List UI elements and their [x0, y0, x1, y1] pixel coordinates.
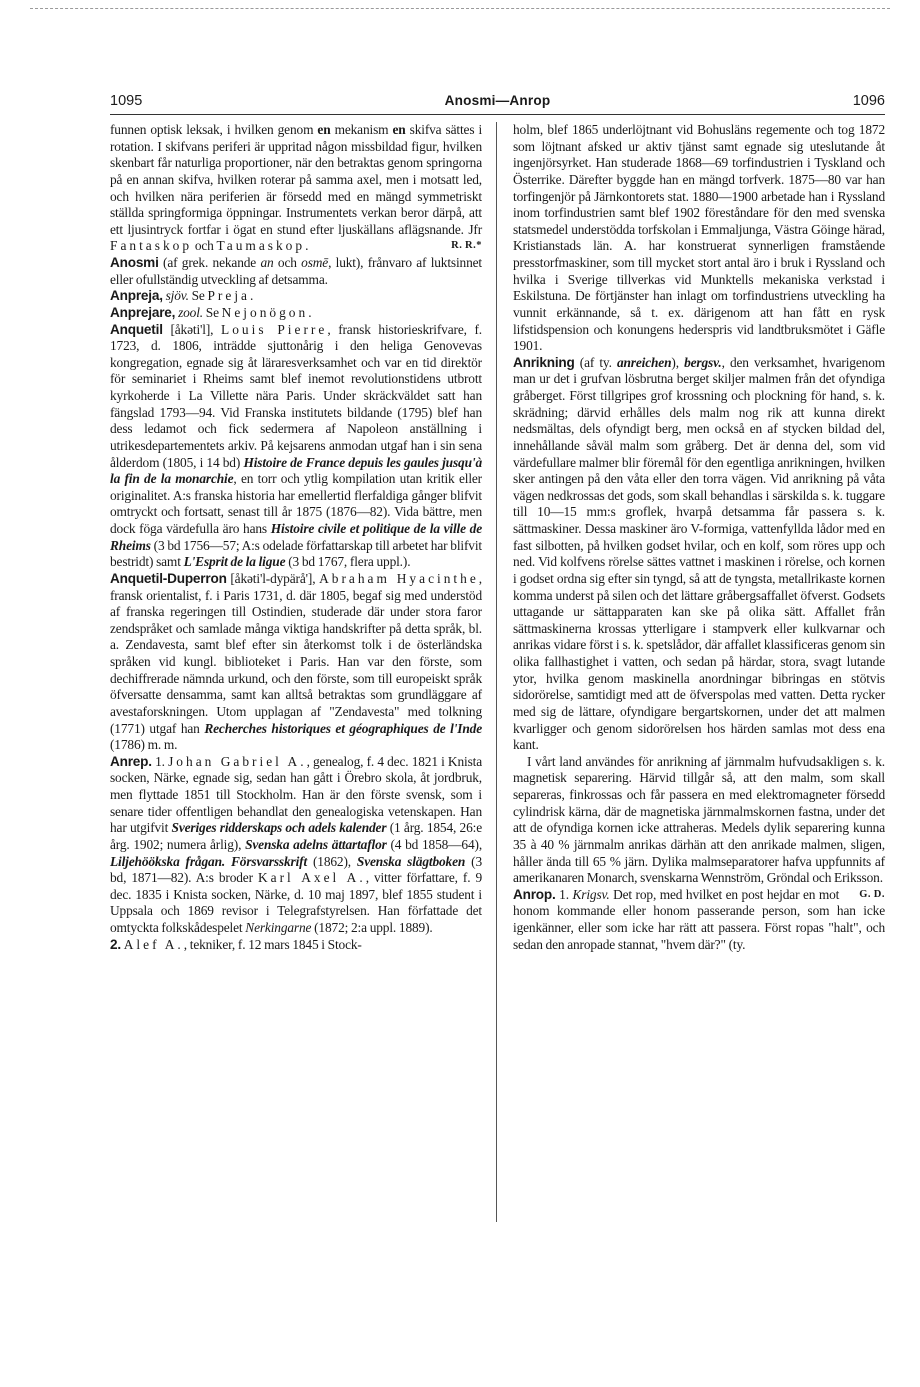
text-run: , fransk historieskrifvare, f. 1723, d. 1806, inträdde sjuttonårig i den heliga Genovevas kongregation, egnade sig åt läraresverksamhet och var en tid direktör för seminariet i Rheims samt blef inemot revolutionstidens utbrott kyrkoherde i La Villette nära Paris. Under skräckväldet satt han fängslad 1793—94. Vid Franska institutets bildande (1795) blef han dess ledamot och fick sedermera af Napoleon anställning i utrikesdepartementets arkiv. På kejsarens anmodan utgaf han i sin sena ålderdom (1805, i 14 bd)	[110, 321, 482, 470]
headword: Anpreja,	[110, 288, 163, 304]
author-signature: R. R.*	[451, 240, 482, 252]
text-run: Nejonögon	[221, 304, 309, 320]
headword: Anprejare,	[110, 304, 176, 320]
text-run: I vårt land användes för anrikning af järnmalm hufvudsakligen s. k. magnetisk separering. Härvid tillgår så, att den malm, som skall separeras, finkrossas och får passera en med elektromagneter försedd cylindrisk kärna, där de magnetiska järnmalmskornen fastna, under det att de ofyndiga kornen icke attraheras. Medels dylik separering kunna 35 à 40 % järnmalm anrikas därhän att den anrikade malmen, sligen, håller ända till 65 % järn. Dylika malmseparatorer hafva uppfunnits af amerikanaren Monarch, svenskarna Wennström, Gröndal och Eriksson.	[513, 753, 885, 886]
text-run: .	[305, 238, 309, 254]
text-run: [åkəti'l],	[162, 321, 222, 337]
author-signature: G. D.	[859, 888, 885, 900]
text-run: 1.	[151, 753, 169, 769]
entry-anprejare	[110, 305, 482, 322]
text-run: Alef A.	[123, 936, 184, 952]
text-run: Abraham Hyacinthe	[319, 570, 479, 586]
text-run: mekanism	[330, 122, 393, 137]
text-run: Svenska adelns ättartaflor	[245, 836, 387, 852]
text-run: , vitter författare, f. 9 dec. 1835 i Knista socken, Närke, d. 10 maj 1897, blef 1855 student i Uppsala och 1869 revisor i Telegrafstyrelsen. Han författade det omtyckta folkskådespelet	[110, 870, 482, 935]
headword: Anrep.	[110, 753, 152, 769]
entry-anrikning	[513, 355, 885, 754]
text-run: funnen optisk leksak, i hvilken genom	[110, 122, 318, 137]
text-run: Se	[188, 288, 208, 304]
text-run: (af grek. nekande	[158, 255, 261, 270]
text-run: (1862),	[307, 853, 357, 869]
headword: Anrikning	[513, 354, 575, 370]
entry-anquetil-duperron	[110, 571, 482, 754]
text-run: skifva sättes i rotation. I skifvans periferi är uppritad någon missbildad figur, hvilken skenbart får naturliga proportioner, när den betraktas genom springorna på en annan skifva, hvilken roterar på samma axel, men i motsatt led, och hvilken nära periferien är försedd med en mängd symmetriskt ställda springformiga öppningar. Instrumentets verkan beror därpå, att ett ljusintryck fortfar i ögat en stund efter ljuskällans aflägsnande. Jfr	[110, 122, 483, 237]
text-run: bergsv.	[684, 354, 722, 370]
text-run: .	[308, 304, 312, 320]
text-run: 1.	[555, 886, 573, 902]
text-run: , genealog, f. 4 dec. 1821 i Knista socken, Närke, egnade sig, sedan han gått i Örebro skola, åt jordbruk, men flyttade 1851 till Stockholm. Han är den förste svensk, som i senare tider offentligen behandlat den genealogiska vetenskapen. Han har utgifvit	[110, 753, 482, 836]
right-column	[513, 122, 885, 953]
text-run: holm, blef 1865 underlöjtnant vid Bohusläns regemente och tog 1872 som löjtnant afsked ur aktiv tjänst samt egnade sig uteslutande åt ingenjörsyrket. Han studerade 1868—69 torfindustrien i Tyskland och Österrike. Därefter byggde han en mängd torfverk. 1875—80 var han torfingenjör på Järnkontorets stat. 1880—1900 arbetade han i Ryssland inom torfindustrien samt blef 1902 föreståndare för den med svenska statsmedel understödda torfskolan i Emmaljunga, Västra Göinge härad, Kristianstads län. A. har konstruerat synnerligen framstående presstorfmaskiner, som till mycket stort antal äro i bruk i Ryssland och hvilka i Sverige tillverkas vid Munktells mekaniska verkstad i Eskilstuna. De förtjänster han inlagt om torfindustriens utveckling ha vunnit erkännande, så t. ex. därigenom att han fått en rysk lifstidspension och konungens hederspris vid landtbruksmötet i Gäfle 1901.	[513, 122, 885, 354]
entry-anpreja	[110, 288, 482, 305]
text-run: Krigsv.	[572, 886, 610, 902]
page-number-right: 1096	[852, 93, 885, 109]
headword: Anosmi	[110, 255, 159, 270]
text-run: Liljehöökska frågan. Försvarsskrift	[110, 853, 308, 869]
entry-anosmi	[110, 255, 482, 288]
text-run: (3 bd 1756—57; A:s odelade författarskap till arbetet har blifvit bestridt) samt	[110, 537, 482, 570]
text-run: Se	[202, 304, 222, 320]
text-run: , fransk orientalist, f. i Paris 1731, d. där 1805, begaf sig med understöd af franska regeringen till Ostindien, studerade där under stora faror zendspråket och samlade många viktiga handskrifter på detta språk, bl. a. Zendavesta, samt blef efter sin återkomst tolk i de österländska språken vid kungl. biblioteket i Paris. Han var den förste, som dechiffrerade nämnda urkund, och den förste, som till europeiskt språk öfversatte densamma, samt kan alltså betraktas som grundläggare af avestaforskningen. Utom upplagan af "Zendavesta" med tolkning (1771) utgaf han	[110, 570, 482, 736]
entry-anrep-2	[110, 937, 482, 954]
text-run: Karl Axel A.	[257, 870, 366, 886]
text-run: sjöv.	[165, 288, 189, 304]
text-run: zool.	[178, 304, 203, 320]
text-run: L'Esprit de la ligue	[183, 554, 286, 570]
text-run: (3 bd, 1871—82). A:s broder	[110, 853, 482, 886]
text-run: (1786) m. m.	[110, 737, 178, 753]
headword: Anquetil-Duperron	[110, 570, 227, 586]
entry-anquetil	[110, 322, 482, 571]
headword: 2.	[110, 936, 121, 952]
text-run: .	[250, 288, 254, 304]
scan-top-edge	[30, 8, 890, 9]
text-run: Louis Pierre	[221, 321, 328, 337]
text-run: och	[273, 255, 302, 270]
text-run: (1872; 2:a uppl. 1889).	[311, 920, 433, 935]
header-rule	[110, 114, 885, 115]
entry-anrop	[513, 887, 885, 954]
running-title: Anosmi—Anrop	[444, 93, 551, 108]
text-run: Fantaskop	[110, 238, 193, 254]
text-run: Sveriges ridderskaps och adels kalender	[171, 820, 387, 836]
text-run: Histoire civile et politique de la ville de Rheims	[110, 521, 482, 553]
text-run: Det rop, med hvilket en post hejdar en mot honom kommande eller honom passerande person, som han icke igenkänner, eller som icke har rätt att passera. Först ropas "halt", och sedan den anropade stannat, "hvem där?" (ty.	[513, 886, 885, 952]
text-run: , tekniker, f. 12 mars 1845 i Stock-	[183, 936, 362, 952]
text-run: en	[317, 122, 331, 137]
text-run: Recherches historiques et géographiques de l'Inde	[204, 720, 483, 736]
text-run: , en torr och ytlig kompilation utan kritik eller originalitet. A:s franska historia har emellertid flerfaldiga gånger blifvit omtryckt och fortsatt, senast till år 1875 (1876—82). Vida bättre, men dock föga värdefulla äro hans	[110, 471, 482, 536]
headword: Anrop.	[513, 886, 556, 902]
text-run: Histoire de France depuis les gaules jusqu'à la fin de la monarchie	[110, 454, 482, 487]
text-run: Johan Gabriel A.	[168, 753, 307, 769]
text-run: Taumaskop	[216, 238, 306, 254]
text-run: anreichen	[616, 354, 672, 370]
text-run: (4 bd 1858—64),	[386, 836, 483, 852]
text-run: Preja	[207, 288, 250, 304]
text-run: (af ty.	[574, 354, 617, 370]
text-run: och	[192, 238, 217, 254]
text-run: an	[260, 255, 274, 270]
entry-anrep-1	[110, 754, 482, 937]
text-run: , den verksamhet, hvarigenom man ur det i grufvan lösbrutna berget skiljer malmen från det ofyndiga gråberget. Först tillgripes grof krossning och plockning för hand, s. k. skrädning; därvid erhålles dels malm nog rik att kunna direkt nedsmältas, dels ofyndigt berg, men också en af stycken bildad del, innehållande såväl malm som gråberg. Det är denna del, som vid värdefullare malmer blir föremål för den egentliga anrikningen, hvilken sker antingen på den våta eller den torra vägen. Vid anrikning på våta vägen nedkrossas det gods, som skall behandlas i särskilda s. k. tuggare till 10—15 mm:s groflek, hvarpå detsamma får passera s. k. sättmaskiner. Dessa maskiner äro V-formiga, vattenfyllda lådor med en fast silbotten, på hvilken godset hvilar, och en kolf, som röres upp och ned. Vid kolfvens rörelse sättes vattnet i maskinen i rörelse, och kornen i godset ordna sig efter sin tyngd, så att de tyngsta, metallrikaste kornen komma underst på silen och det lättare gråbergsaffallet öfverst. Godsets uttagande ur sättapparaten kan ske på olika sätt. Affallet från sättmaskinerna krossas ytterligare i stampverk eller kulkvarnar och anrikas vidare först i s. k. spetslådor, där affallet klassificeras genom sin olika fallhastighet i vatten, och sedan på härdar, stora, svagt lutande ytor, hvilka genom maskinella anordningar bibringas en stötvis sidorörelse, samtidigt med att de öfverspolas med vatten. Detta rycker med sig de lättare, ofyndigare bergartskornen, under det att malmen kvarligger och genom sidorörelsen hos härden samlas mot dess ena kant.	[513, 354, 886, 753]
headword: Anquetil	[110, 321, 163, 337]
text-run: en	[392, 122, 406, 137]
text-run: osmē	[301, 255, 329, 270]
left-column	[110, 122, 482, 953]
page-number-left: 1095	[110, 93, 143, 109]
text-run: [åkəti'l-dypärå'],	[226, 570, 320, 586]
text-run: Svenska slägtboken	[356, 853, 466, 869]
column-divider	[496, 122, 497, 1222]
entry-anrep-2-continued	[513, 122, 885, 355]
text-run: (1 årg. 1854, 26:e årg. 1902; numera årlig),	[110, 820, 482, 852]
text-run: (3 bd 1767, flera uppl.).	[285, 554, 411, 570]
text-run: , lukt), frånvaro af luktsinnet eller ofullständig utveckling af detsamma.	[110, 255, 483, 287]
text-run: Nerkingarne	[245, 920, 312, 935]
page-header	[110, 93, 885, 115]
entry-continuation-phenakistiscope	[110, 122, 482, 255]
text-run: ),	[671, 354, 685, 370]
